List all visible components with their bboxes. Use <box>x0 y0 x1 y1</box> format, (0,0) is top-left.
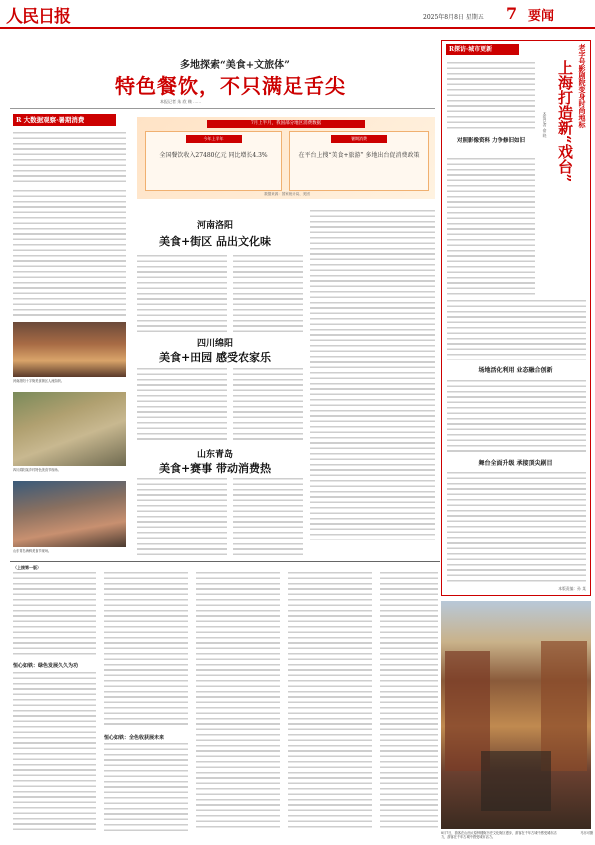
sub3-region: 山东青岛 <box>196 450 233 460</box>
right-tag: R探访·城市更新 <box>446 44 519 55</box>
masthead-logo: 人民日报 <box>6 7 70 27</box>
bottom-col5-text <box>380 572 438 830</box>
stats-left-text: 全国餐饮收入27480亿元 同比增长4.3% <box>159 152 268 159</box>
bottom-sub-a: 恒心如铁：绿色发展久久为功 <box>13 663 79 669</box>
right-vtitle2: 上海打造新“戏台” <box>556 60 574 183</box>
sub2-region: 四川绵阳 <box>196 339 233 349</box>
sub1-title: 美食+街区 品出文化味 <box>158 235 272 248</box>
banner-divider <box>10 108 435 109</box>
photo1-caption: 河南洛阳十字街美食街区人流如织。 <box>13 379 64 383</box>
lead-tag: R 大数据观察·暑期消费 <box>13 114 116 126</box>
bottom-col1-text <box>13 572 96 657</box>
bottom-col2b-text <box>104 743 188 831</box>
stats-right-label: 暑期消费 <box>331 135 387 143</box>
right-lead-text <box>447 62 535 132</box>
right-vtitle1: 老字号影剧院变身时尚地标 <box>578 44 587 128</box>
sub2-text-a <box>137 368 227 440</box>
right-col1-text <box>447 158 535 298</box>
bottom-tag1: （上接第一版） <box>13 565 41 570</box>
stats-source: 数据来源：国家统计局、美团 <box>264 192 310 196</box>
photo-taiyuan-street <box>441 601 591 829</box>
sub3-text-b <box>233 478 303 556</box>
stats-left-label: 今年上半年 <box>186 135 242 143</box>
feature-kicker: 多地探索“美食+文旅体” <box>180 60 290 71</box>
photo2-caption: 四川绵阳某乡村特色美食节现场。 <box>13 468 61 472</box>
stats-title: 7月上半月，我国部分地区消费数据 <box>207 120 365 128</box>
bottom-col1b-text <box>13 672 96 830</box>
section-title: 要闻 <box>528 9 555 24</box>
right-col4-text <box>447 472 586 584</box>
stats-left-box <box>145 131 282 191</box>
right-editor: 本版责编：孙 某 <box>558 586 586 591</box>
column4-text <box>310 210 435 540</box>
feature-headline: 特色餐饮，不只满足舌尖 <box>115 74 346 98</box>
stats-right-box <box>289 131 429 191</box>
column1-text <box>13 190 126 318</box>
sub2-text-b <box>233 368 303 440</box>
masthead-date: 2025年8月8日 星期五 <box>423 14 484 21</box>
lower-divider <box>10 561 440 562</box>
page-number: 7 <box>506 4 518 23</box>
masthead-rule <box>0 27 595 29</box>
stats-right-text: 在平台上搜“美食+旅游” 多地出台促消费政策 <box>298 152 420 159</box>
bottom-col4-text <box>288 572 372 830</box>
sub2-title: 美食+田园 感受农家乐 <box>158 351 272 364</box>
sub3-text-a <box>137 478 227 556</box>
right-col2-text <box>447 300 586 360</box>
bottom-col2-text <box>104 572 188 728</box>
sub1-region: 河南洛阳 <box>196 221 233 231</box>
right-sub1: 对照影像资料 力争修旧如旧 <box>457 138 525 144</box>
right-byline: 本报记者 俞 晓 <box>543 112 548 138</box>
sub3-title: 美食+赛事 带动消费热 <box>158 462 272 475</box>
photo-caption: 8月7日，游客在山西太原钟楼街历史文化街区漫步，游客在千年古城中感受城市活力，游客在千年古城中感受城市活力。 <box>441 831 557 840</box>
photo-luoyang <box>13 322 126 377</box>
stats-panel <box>137 117 435 199</box>
sub1-text-a <box>137 255 227 335</box>
right-sub3: 舞台全面升级 承接顶尖剧目 <box>478 460 553 467</box>
feature-byline: 本报记者 朱 欣 赖 …… <box>160 99 202 104</box>
right-sub2: 场地活化利用 业态融合创新 <box>478 367 553 374</box>
right-col3-text <box>447 380 586 452</box>
bottom-col3-text <box>196 572 280 830</box>
photo-qingdao <box>13 481 126 547</box>
photo-mianyang <box>13 392 126 466</box>
photo3-caption: 山东青岛海鲜美食节现场。 <box>13 549 52 553</box>
photo-credit: 马亦可摄 <box>580 831 593 835</box>
photo-street-crowd <box>481 751 551 811</box>
sub1-text-b <box>233 255 303 335</box>
bottom-sub-b: 恒心如铁：全色收获展未来 <box>104 735 165 741</box>
lead-text <box>13 132 126 184</box>
